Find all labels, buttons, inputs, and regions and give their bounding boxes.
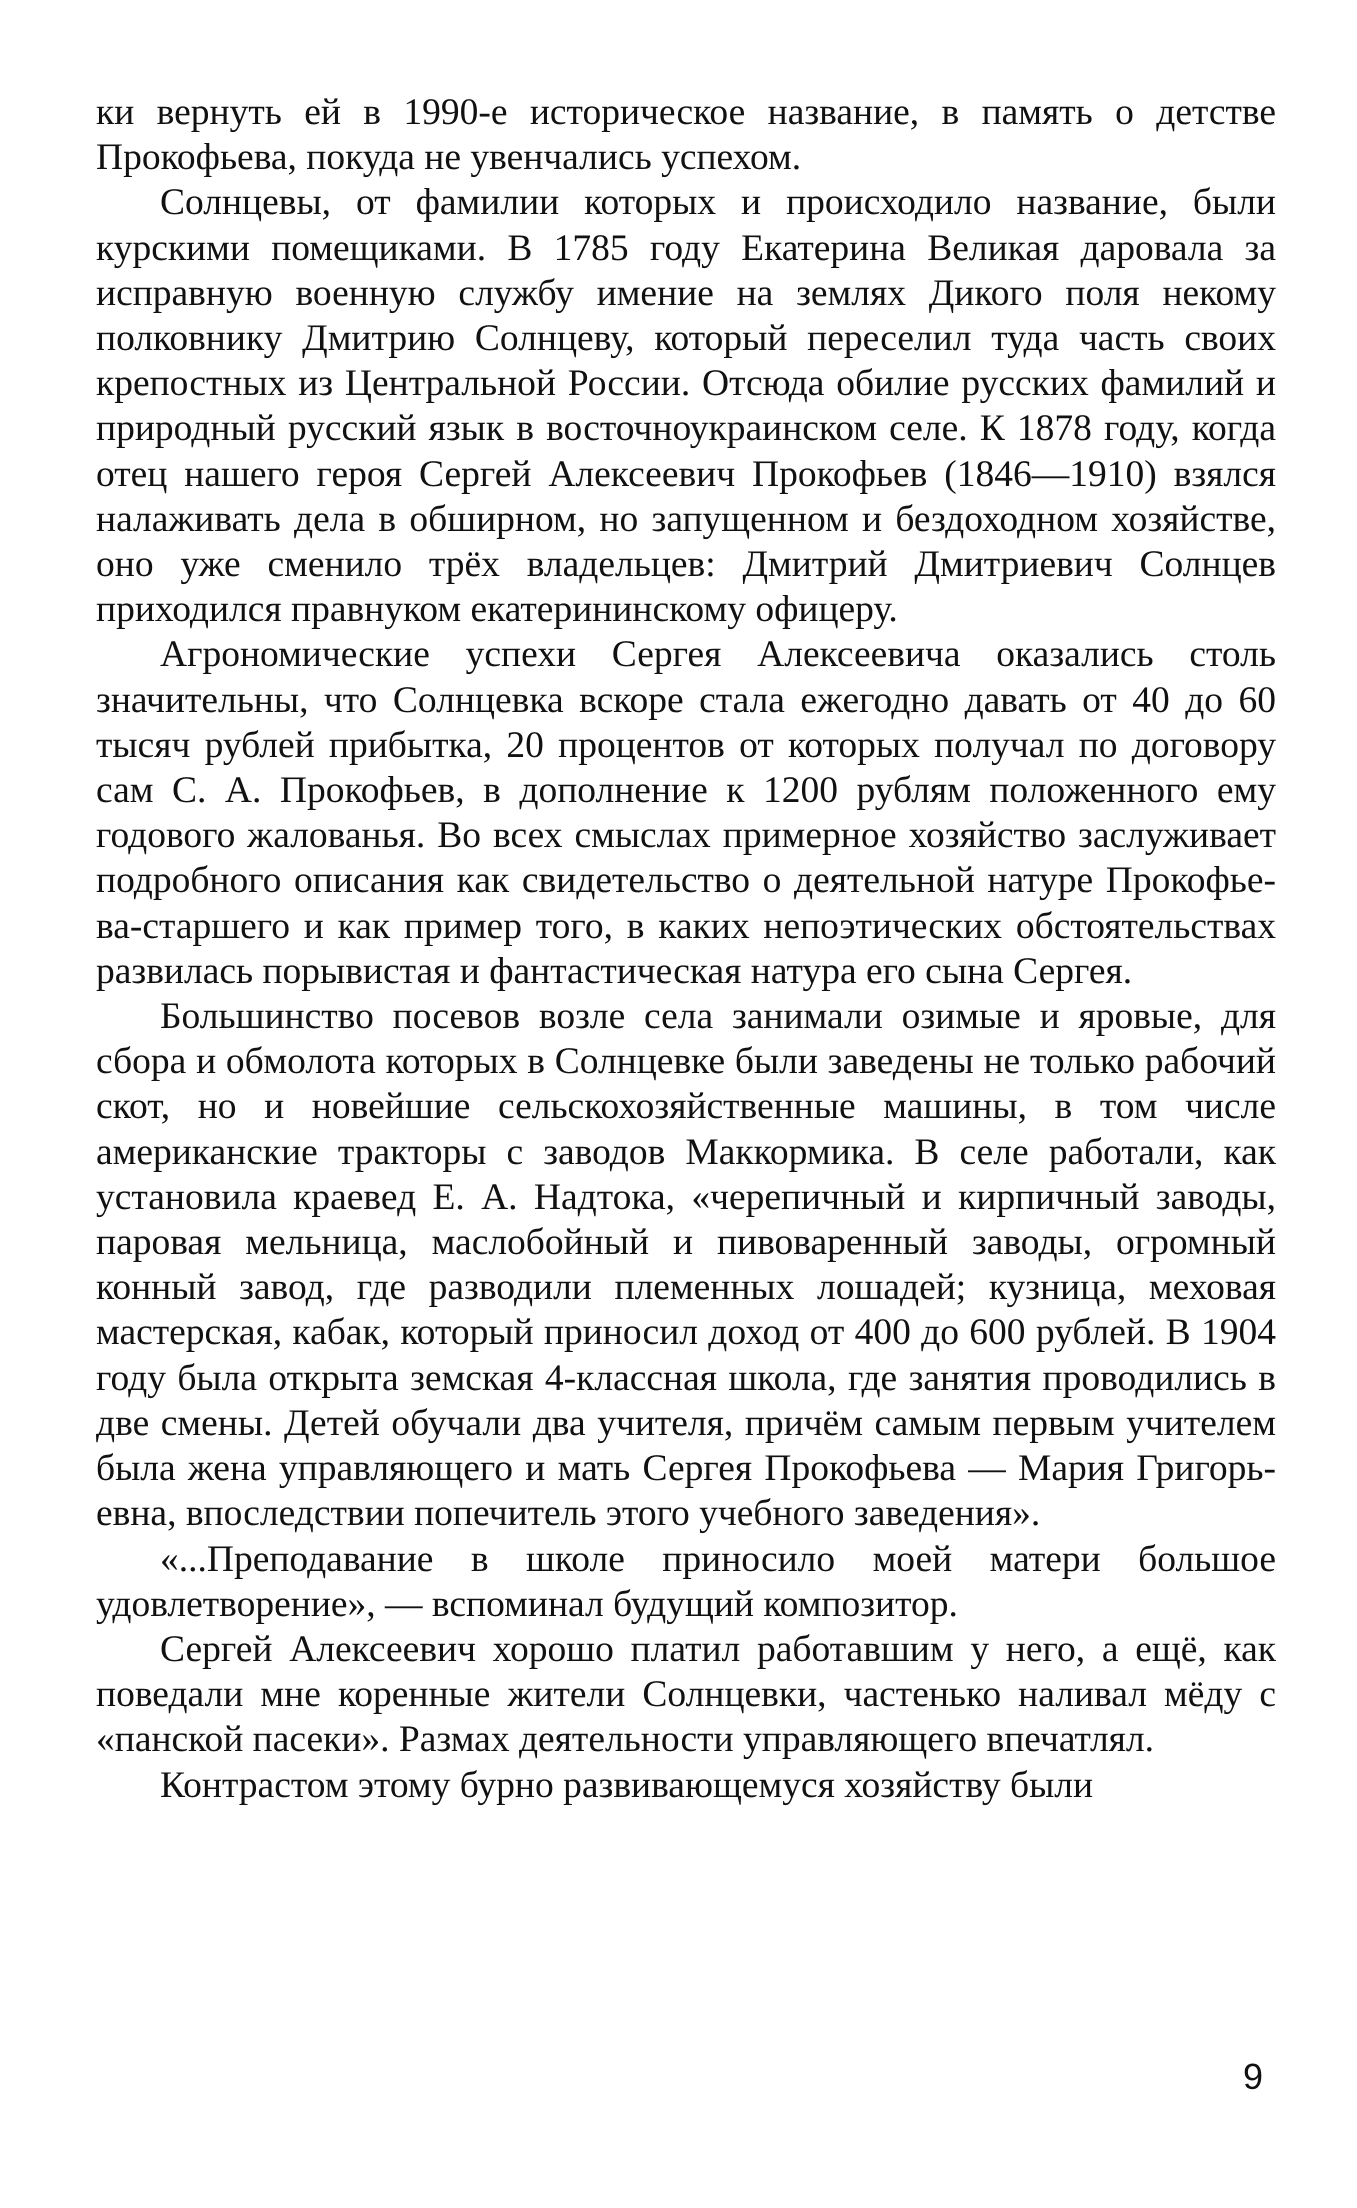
page-number: 9 <box>1242 2056 1263 2097</box>
page-body <box>96 90 1276 1808</box>
paragraph-quote: «...Преподавание в школе приносило моей матери большое удовлетворение», — вспоминал будущий композитор. <box>96 1538 1276 1625</box>
paragraph-payment: Сергей Алексеевич хорошо платил работавшим у него, а ещё, как поведали мне коренные жители Солнцевки, частенько наливал мёду с «панской пасеки». Размах деятельности управляющего впечатлял. <box>96 1628 1276 1761</box>
paragraph-continued: ки вернуть ей в 1990-е историческое название, в память о детстве Прокофьева, покуда не увенчались успехом. <box>96 92 1276 179</box>
paragraph-crops: Большинство посевов возле села занимали озимые и яровые, для сбора и обмолота которых в Солнцевке были заведены не только рабочий скот, но и новейшие сельскохозяйственные машины, в том числе американские тракторы с заводов Маккормика. В селе работали, как установила краевед Е. А. Надтока, «черепичный и кирпичный заводы, паровая мельница, маслобойный и пивоваренный заводы, огромный конный завод, где разводили племенных лошадей; кузница, меховая мастерская, кабак, который приносил доход от 400 до 600 рублей. В 1904 году была открыта земская 4-классная школа, где занятия проводились в две смены. Детей обучали два учителя, причём самым первым учителем была жена управляющего и мать Сергея Прокофьева — Мария Григорьевна, впоследствии попечитель этого учебного заведения». <box>96 996 1276 1535</box>
paragraph-contrast: Контрастом этому бурно развивающемуся хозяйству были <box>160 1764 1094 1806</box>
paragraph-solntsevy: Солнцевы, от фамилии которых и происходило название, были курскими помещиками. В 1785 году Екатерина Великая даровала за исправную военную службу имение на землях Дикого поля некому полковнику Дмитрию Солнцеву, который переселил туда часть своих крепостных из Центральной России. Отсюда обилие русских фамилий и природный русский язык в восточноукраинском селе. К 1878 году, когда отец нашего героя Сергей Алексеевич Прокофьев (1846—1910) взялся налаживать дела в обширном, но запущенном и бездоходном хозяйстве, оно уже сменило трёх владельцев: Дмитрий Дмитриевич Солнцев приходился правнуком екатерининскому офицеру. <box>96 182 1276 631</box>
paragraph-agronomy: Агрономические успехи Сергея Алексеевича оказались столь значительны, что Солнцевка вскоре стала ежегодно давать от 40 до 60 тысяч рублей прибытка, 20 процентов от которых получал по договору сам С. А. Прокофьев, в дополнение к 1200 рублям положенного ему годового жалованья. Во всех смыслах примерное хозяйство заслуживает подробного описания как свидетельство о деятельной натуре Прокофьева-старшего и как пример того, в каких непоэтических обстоятельствах развилась порывистая и фантастическая натура его сына Сергея. <box>96 634 1276 992</box>
